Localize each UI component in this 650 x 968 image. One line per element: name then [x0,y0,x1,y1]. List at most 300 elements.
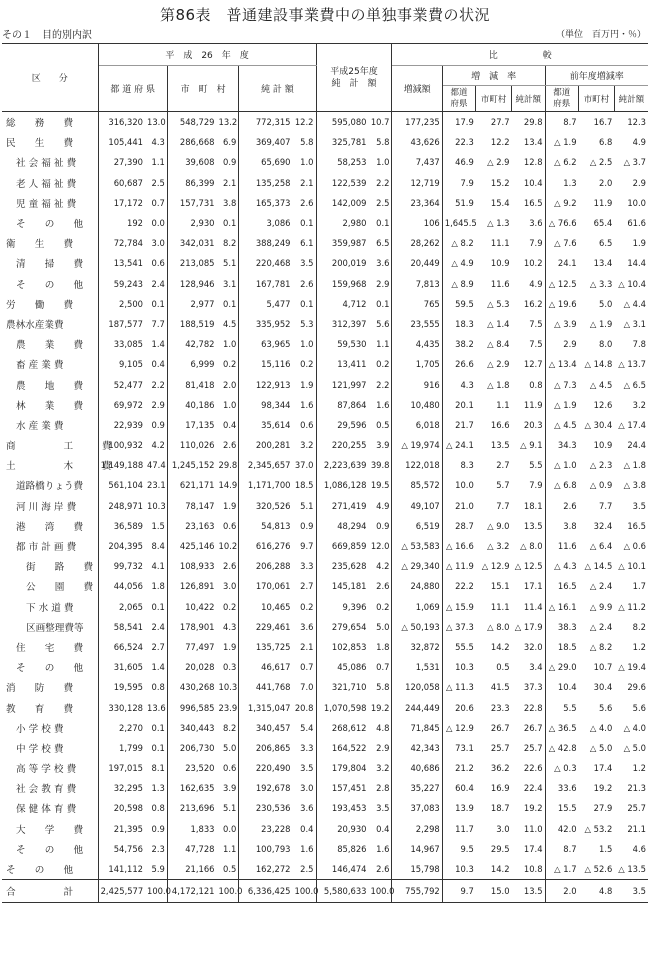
cell-pref-share: 0.8 [145,677,167,697]
cell-h25-amount: 13,411 [337,359,367,370]
cell-prev-net: △ 5.0 [623,742,646,753]
cell-pref-share: 1.8 [145,576,167,596]
cell-prev-pref: △ 1.0 [554,460,577,471]
cell-change-amount: 106 [392,213,442,233]
cell-pref-share: 23.1 [145,475,167,495]
cell-change-amount: 23,364 [392,193,442,213]
cell-pref-amount: 561,104 [108,480,144,491]
cell-pref-amount: 316,320 [108,117,144,128]
cell-net-share: 5.1 [292,496,316,516]
cell-prev-pref: △ 19.6 [548,298,577,309]
cell-rate-muni: 12.2 [490,137,510,148]
cell-net-amount: 54,813 [261,520,291,531]
cell-h25-amount: 145,181 [331,581,367,592]
row-label: 河 川 海 岸 費 [2,496,98,516]
cell-rate-pref: △ 24.1 [446,440,474,451]
cell-net-amount: 772,315 [255,117,291,128]
cell-h25-share: 1.8 [369,637,392,657]
cell-rate-pref: 60.4 [455,783,474,794]
row-label: 都 市 計 画 費 [2,536,98,556]
cell-prev-net: 61.6 [627,218,646,229]
cell-rate-muni: 18.7 [490,803,510,814]
cell-prev-muni: △ 2.4 [589,621,613,632]
cell-net-share: 0.9 [292,516,316,536]
cell-pref-share: 47.4 [145,455,167,475]
row-label: 港 湾 費 [2,516,98,536]
cell-prev-net: △ 0.6 [623,541,646,552]
cell-prev-net: 3.5 [632,500,646,511]
cell-prev-muni: 16.7 [593,117,613,128]
cell-change-amount: △ 50,193 [392,617,442,637]
cell-rate-pref: 21.2 [455,763,474,774]
cell-prev-muni: △ 52.6 [584,864,613,875]
cell-muni-amount: 17,135 [185,419,215,430]
cell-muni-amount: 213,696 [179,803,215,814]
cell-prev-muni: △ 4.5 [589,379,613,390]
cell-net-share: 9.7 [292,536,316,556]
table-row [2,253,648,273]
cell-prev-muni: 12.6 [593,399,613,410]
cell-muni-amount: 6,999 [190,359,215,370]
cell-muni-amount: 23,520 [185,763,215,774]
cell-prev-net: △ 17.4 [618,419,646,430]
row-label: 合 計 [2,880,98,903]
cell-prev-net: 3.5 [614,880,648,903]
cell-rate-net: 10.2 [512,253,546,273]
cell-h25-amount: 1,086,128 [323,480,367,491]
table-row [2,415,648,435]
cell-h25-share: 0.1 [369,213,392,233]
cell-net-share: 1.6 [292,839,316,859]
cell-net-share: 3.5 [292,253,316,273]
cell-prev-net: △ 10.1 [618,561,646,572]
cell-muni-amount: 548,729 [179,117,215,128]
table-row [2,718,648,738]
row-label: 総 務 費 [2,112,98,133]
cell-rate-net: 5.5 [512,455,546,475]
cell-prev-net: △ 3.7 [623,157,646,168]
cell-muni-share: 0.5 [217,859,239,880]
table-row [2,435,648,455]
cell-prev-net: △ 6.5 [623,379,646,390]
cell-pref-amount: 204,395 [108,541,144,552]
cell-net-amount: 165,373 [255,197,291,208]
row-label: 大 学 費 [2,819,98,839]
cell-h25-share: 4.9 [369,496,392,516]
cell-rate-net: 3.6 [512,213,546,233]
cell-muni-share: 10.3 [217,677,239,697]
cell-prev-muni: 11.9 [593,197,613,208]
cell-prev-muni: 10.9 [593,440,613,451]
cell-rate-net: 26.7 [512,718,546,738]
cell-pref-share: 4.3 [145,132,167,152]
cell-change-amount: 7,813 [392,274,442,294]
cell-rate-pref: 7.9 [460,177,474,188]
cell-prev-muni: △ 14.8 [584,359,613,370]
cell-pref-share: 0.6 [145,253,167,273]
cell-prev-muni: △ 14.5 [584,561,613,572]
cell-rate-muni: 27.7 [490,117,510,128]
cell-rate-muni: 15.2 [490,177,510,188]
cell-h25-amount: 179,804 [331,763,367,774]
cell-muni-amount: 1,833 [190,823,215,834]
cell-h25-share: 0.5 [369,415,392,435]
cell-muni-share: 0.3 [217,657,239,677]
cell-prev-pref: 5.5 [563,702,577,713]
cell-net-amount: 6,336,425 [239,880,293,903]
cell-pref-share: 100.0 [145,880,167,903]
cell-prev-net: △ 19.4 [618,662,646,673]
cell-prev-muni: 30.4 [593,682,613,693]
cell-pref-share: 2.7 [145,637,167,657]
cell-prev-pref: 15.5 [557,803,577,814]
row-label: 労 働 費 [2,294,98,314]
row-label: 住 宅 費 [2,637,98,657]
cell-pref-share: 0.1 [145,597,167,617]
cell-muni-share: 5.0 [217,738,239,758]
header-h25: 平成25年度 純 計 額 [316,44,392,112]
table-row [2,738,648,758]
row-label: 商 工 費 [2,435,98,455]
cell-muni-amount: 1,245,152 [171,460,215,471]
cell-prev-pref: △ 42.8 [548,742,577,753]
row-label: 区画整理費等 [2,617,98,637]
cell-net-share: 6.1 [292,233,316,253]
cell-h25-share: 3.5 [369,798,392,818]
cell-prev-net: △ 13.5 [618,864,646,875]
cell-net-amount: 100,793 [255,843,291,854]
cell-rate-pref: △ 16.6 [446,541,474,552]
table-row [2,314,648,334]
cell-rate-pref: 26.6 [455,359,474,370]
cell-prev-net: △ 10.4 [618,278,646,289]
cell-prev-pref: △ 1.7 [554,864,577,875]
cell-net-amount: 15,116 [261,359,291,370]
cell-muni-amount: 4,172,121 [167,880,216,903]
cell-net-share: 3.6 [292,617,316,637]
cell-prev-pref: 3.8 [563,520,577,531]
cell-pref-amount: 72,784 [113,238,144,249]
row-label: そ の 他 [2,213,98,233]
cell-net-amount: 388,249 [255,238,291,249]
cell-pref-share: 4.1 [145,556,167,576]
cell-change-amount: 35,227 [392,778,442,798]
row-label: 民 生 費 [2,132,98,152]
cell-muni-share: 2.1 [217,173,239,193]
cell-h25-amount: 235,628 [331,561,367,572]
cell-pref-share: 13.0 [145,112,167,133]
cell-change-amount: △ 29,340 [392,556,442,576]
cell-net-share: 2.1 [292,637,316,657]
row-label: そ の 他 [2,839,98,859]
cell-pref-amount: 17,172 [113,197,144,208]
cell-muni-amount: 86,399 [185,177,215,188]
cell-change-amount: 177,235 [392,112,442,133]
table-row [2,597,648,617]
cell-muni-share: 8.2 [217,718,239,738]
cell-muni-share: 1.1 [217,839,239,859]
table-row [2,880,648,903]
cell-prev-muni: 8.0 [598,339,613,350]
cell-muni-amount: 162,635 [179,783,215,794]
cell-muni-share: 2.6 [217,435,239,455]
cell-prev-net: 1.7 [632,581,646,592]
cell-prev-muni: △ 2.4 [589,581,613,592]
cell-net-amount: 369,407 [255,137,291,148]
cell-muni-amount: 2,930 [190,218,215,229]
cell-h25-share: 0.2 [369,597,392,617]
cell-net-amount: 192,678 [255,783,291,794]
cell-net-share: 18.5 [292,475,316,495]
cell-muni-share: 4.5 [217,314,239,334]
cell-rate-net: 7.5 [512,314,546,334]
cell-prev-muni: 2.0 [598,177,613,188]
cell-rate-muni: △ 9.0 [487,520,510,531]
cell-rate-net: 12.8 [512,152,546,172]
cell-muni-share: 100.0 [217,880,239,903]
cell-rate-pref: 9.5 [460,843,474,854]
table-row [2,294,648,314]
cell-muni-amount: 188,519 [179,318,215,329]
cell-rate-muni: 11.1 [490,238,510,249]
cell-muni-amount: 23,163 [185,520,215,531]
cell-prev-muni: 65.4 [593,218,613,229]
cell-prev-pref: 8.7 [563,843,577,854]
cell-rate-pref: 20.6 [455,702,474,713]
row-label: 農林水産業費 [2,314,98,334]
cell-prev-net: 12.3 [627,117,646,128]
cell-net-share: 0.6 [292,415,316,435]
cell-rate-net: 18.1 [512,496,546,516]
cell-net-amount: 46,617 [261,662,291,673]
cell-muni-share: 0.6 [217,516,239,536]
cell-prev-pref: 42.0 [557,823,577,834]
cell-rate-muni: 15.4 [490,197,510,208]
cell-rate-muni: 7.7 [496,500,510,511]
cell-prev-net: 8.2 [632,621,646,632]
cell-pref-amount: 187,577 [108,318,144,329]
cell-net-amount: 230,536 [255,803,291,814]
cell-muni-share: 6.9 [217,132,239,152]
cell-prev-pref: △ 4.5 [554,419,577,430]
cell-net-amount: 1,315,047 [247,702,291,713]
cell-prev-pref: △ 7.6 [554,238,577,249]
cell-prev-muni: 6.5 [598,238,613,249]
cell-rate-net: 13.4 [512,132,546,152]
cell-pref-share: 13.6 [145,697,167,717]
cell-net-amount: 206,288 [255,561,291,572]
cell-change-amount: 2,298 [392,819,442,839]
cell-pref-share: 1.4 [145,334,167,354]
cell-h25-amount: 193,453 [331,803,367,814]
cell-rate-muni: 41.5 [490,682,510,693]
cell-net-amount: 162,272 [255,864,291,875]
cell-h25-share: 4.2 [369,556,392,576]
cell-net-share: 7.0 [292,677,316,697]
cell-pref-amount: 330,128 [108,702,144,713]
cell-change-amount: △ 19,974 [392,435,442,455]
cell-h25-share: 2.2 [369,173,392,193]
cell-h25-amount: 4,712 [342,298,367,309]
cell-rate-pref: △ 11.3 [446,682,474,693]
row-label: 社 会 教 育 費 [2,778,98,798]
cell-rate-net: △ 8.0 [512,536,546,556]
cell-pref-amount: 248,971 [108,500,144,511]
cell-prev-pref: △ 16.1 [548,601,577,612]
cell-prev-muni: △ 6.4 [589,541,613,552]
cell-prev-muni: 6.8 [598,137,613,148]
cell-rate-pref: 55.5 [455,641,474,652]
cell-net-amount: 441,768 [255,682,291,693]
cell-prev-net: △ 13.7 [618,359,646,370]
cell-pref-amount: 32,295 [113,783,144,794]
cell-muni-amount: 78,147 [185,500,215,511]
cell-prev-pref: 11.6 [557,541,577,552]
cell-h25-amount: 85,826 [337,843,367,854]
cell-prev-net: 14.4 [627,258,646,269]
table-row [2,455,648,475]
cell-h25-amount: 146,474 [331,864,367,875]
cell-muni-share: 14.9 [217,475,239,495]
cell-pref-amount: 197,015 [108,763,144,774]
cell-h25-amount: 122,539 [331,177,367,188]
cell-h25-share: 5.8 [369,132,392,152]
cell-pref-amount: 99,732 [113,561,144,572]
cell-pref-amount: 59,243 [113,278,144,289]
cell-pref-share: 0.0 [145,213,167,233]
cell-rate-pref: △ 4.9 [451,258,474,269]
cell-muni-amount: 126,891 [179,581,215,592]
cell-h25-share: 0.1 [369,294,392,314]
cell-h25-amount: 29,596 [337,419,367,430]
cell-rate-net: △ 12.5 [512,556,546,576]
cell-net-share: 3.2 [292,435,316,455]
cell-net-amount: 122,913 [255,379,291,390]
cell-net-share: 1.6 [292,395,316,415]
cell-rate-pref: 22.2 [455,581,474,592]
cell-rate-muni: 16.9 [490,783,510,794]
cell-h25-amount: 142,009 [331,197,367,208]
cell-rate-pref: 9.7 [442,880,476,903]
cell-muni-amount: 39,608 [185,157,215,168]
cell-rate-muni: 11.6 [490,278,510,289]
cell-pref-share: 0.9 [145,415,167,435]
cell-prev-muni: 19.2 [593,783,613,794]
cell-muni-share: 3.8 [217,193,239,213]
cell-h25-share: 2.6 [369,576,392,596]
cell-h25-amount: 271,419 [331,500,367,511]
header-net-total: 純 計 額 [239,66,316,112]
cell-prev-net: 4.6 [632,843,646,854]
cell-rate-net: 29.8 [512,112,546,133]
cell-muni-share: 1.9 [217,496,239,516]
table-row [2,576,648,596]
cell-h25-share: 0.2 [369,354,392,374]
cell-change-amount: 43,626 [392,132,442,152]
cell-net-share: 3.6 [292,798,316,818]
cell-rate-net: 7.5 [512,334,546,354]
cell-change-amount: 24,880 [392,576,442,596]
cell-prev-muni: △ 2.5 [589,157,613,168]
cell-h25-share: 0.4 [369,819,392,839]
cell-net-share: 3.0 [292,778,316,798]
cell-rate-muni: 25.7 [490,742,510,753]
cell-net-share: 0.2 [292,354,316,374]
cell-net-amount: 65,690 [261,157,291,168]
cell-pref-amount: 105,441 [108,137,144,148]
row-label: 中 学 校 費 [2,738,98,758]
cell-muni-share: 1.9 [217,637,239,657]
cell-net-amount: 200,281 [255,440,291,451]
cell-rate-net: 22.4 [512,778,546,798]
cell-pref-amount: 2,270 [119,722,144,733]
cell-prev-net: 1.2 [632,763,646,774]
row-label: 老 人 福 祉 費 [2,173,98,193]
cell-pref-share: 1.3 [145,778,167,798]
cell-pref-amount: 21,395 [113,823,144,834]
cell-net-share: 2.1 [292,173,316,193]
unit-label: （単位 百万円・％） [555,30,646,40]
table-row [2,839,648,859]
cell-prev-pref: △ 12.5 [548,278,577,289]
cell-muni-amount: 425,146 [179,541,215,552]
cell-h25-amount: 200,019 [331,258,367,269]
cell-prev-net: 25.7 [627,803,646,814]
cell-h25-amount: 279,654 [331,621,367,632]
cell-net-share: 0.1 [292,294,316,314]
cell-prev-pref: 33.6 [557,783,577,794]
cell-h25-amount: 2,980 [342,218,367,229]
cell-rate-pref: △ 8.9 [451,278,474,289]
section-subtitle: その１ 目的別内訳 [2,30,92,41]
cell-rate-net: 32.0 [512,637,546,657]
cell-h25-share: 1.0 [369,152,392,172]
cell-net-share: 3.5 [292,758,316,778]
cell-net-amount: 220,468 [255,258,291,269]
cell-pref-amount: 192 [127,218,144,229]
cell-h25-amount: 159,968 [331,278,367,289]
cell-muni-amount: 2,977 [190,298,215,309]
cell-prev-net: △ 4.4 [623,298,646,309]
cell-rate-muni: 23.3 [490,702,510,713]
cell-net-share: 5.4 [292,718,316,738]
cell-rate-net: 19.2 [512,798,546,818]
cell-rate-pref: 13.9 [455,803,474,814]
cell-muni-share: 0.2 [217,354,239,374]
cell-pref-amount: 13,541 [113,258,144,269]
cell-h25-amount: 669,859 [331,541,367,552]
table-row [2,556,648,576]
cell-h25-share: 5.8 [369,677,392,697]
cell-change-amount: 765 [392,294,442,314]
row-label: 畜 産 業 費 [2,354,98,374]
cell-h25-amount: 2,223,639 [323,460,367,471]
cell-rate-pref: 21.0 [455,500,474,511]
cell-net-amount: 335,952 [255,318,291,329]
cell-prev-pref: 16.5 [557,581,577,592]
cell-rate-muni: △ 8.0 [487,621,510,632]
row-label: 清 掃 費 [2,253,98,273]
cell-pref-share: 2.9 [145,395,167,415]
header-kubun: 区 分 [2,44,98,112]
cell-muni-amount: 110,026 [179,440,215,451]
cell-pref-share: 7.7 [145,314,167,334]
header-rate-net: 純計額 [512,86,546,112]
cell-muni-amount: 178,901 [179,621,215,632]
row-label: 社 会 福 祉 費 [2,152,98,172]
cell-rate-muni: 13.5 [490,440,510,451]
cell-rate-net: △ 9.1 [512,435,546,455]
